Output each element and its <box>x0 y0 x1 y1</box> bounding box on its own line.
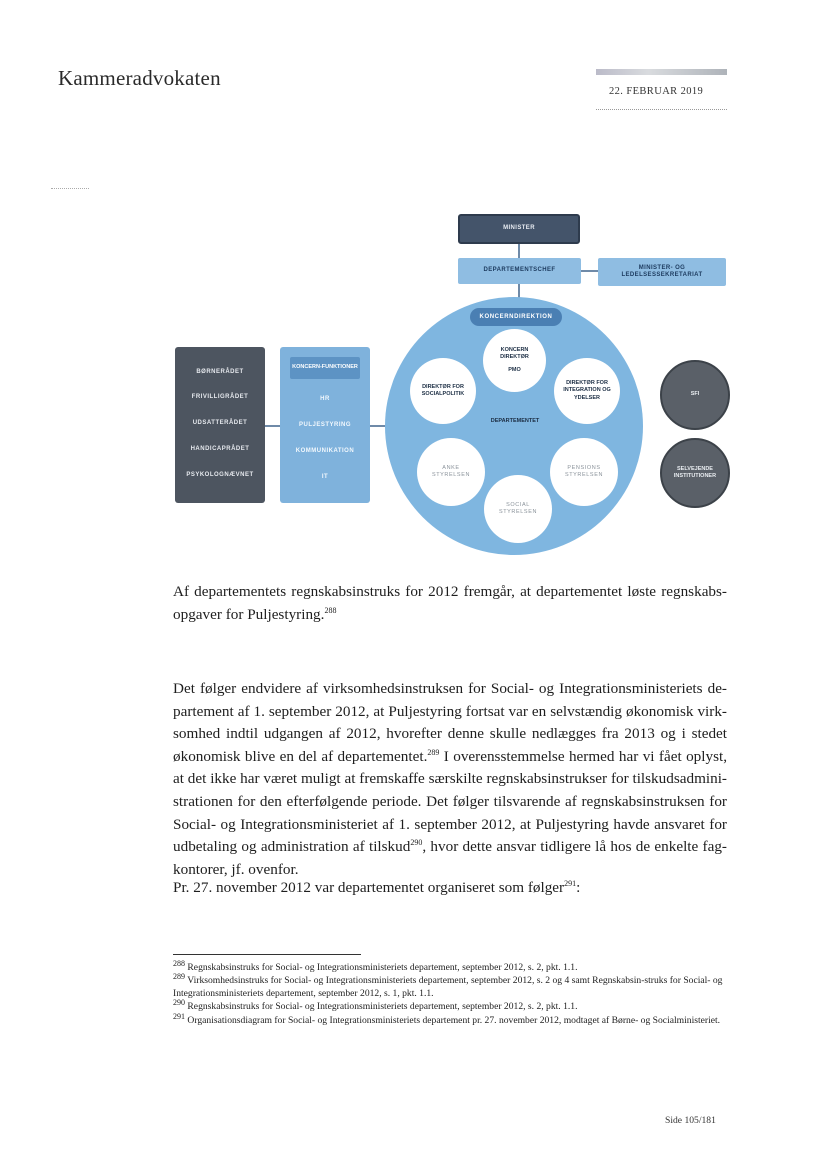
socialstyrelsen-circle <box>484 475 552 543</box>
direktor-integration-label: DIREKTØR FOR INTEGRATION OG YDELSER <box>563 380 611 401</box>
ankestyrelsen-circle <box>417 438 485 506</box>
koncernfunktion-item: HR <box>320 396 330 402</box>
footnote-text: Regnskabsinstruks for Social- og Integrationsministeriets departement, september 2012, s. 2, pkt. 1.1. <box>187 1001 578 1012</box>
footnote <box>173 997 727 1014</box>
departementschef-box: DEPARTEMENTSCHEF <box>458 258 581 284</box>
footnote-number: 291 <box>173 1011 185 1021</box>
sfi-circle <box>660 360 730 430</box>
sfi-label: SFI <box>690 391 700 398</box>
koncern-direktor-circle <box>483 329 546 392</box>
footnote-ref: 290 <box>410 838 423 848</box>
footnote-ref: 289 <box>427 747 440 757</box>
paragraph <box>173 581 727 626</box>
footnote-ref: 288 <box>324 605 337 615</box>
connector-line <box>265 425 280 427</box>
footnote-number: 288 <box>173 958 185 968</box>
footnote-number: 289 <box>173 971 185 981</box>
footnote-divider <box>173 954 361 955</box>
minister-box: MINISTER <box>458 214 580 244</box>
raad-item: PSYKOLOGNÆVNET <box>186 472 254 478</box>
koncern-direktor-label: KONCERN DIREKTØR <box>500 346 529 360</box>
footnote-ref: 291 <box>564 878 577 888</box>
selvejende-circle <box>660 438 730 508</box>
direktor-socialpolitik-label: DIREKTØR FOR SOCIALPOLITIK <box>421 383 465 397</box>
paragraph <box>173 678 727 881</box>
koncernfunktion-item: IT <box>321 474 329 480</box>
pmo-label: PMO <box>508 367 521 374</box>
raad-item: UDSATTERÅDET <box>192 420 248 426</box>
koncernfunktioner-title: KONCERN-FUNKTIONER <box>290 357 360 379</box>
departementet-label: DEPARTEMENTET <box>490 418 540 424</box>
koncernfunktion-item: KOMMUNIKATION <box>295 448 355 454</box>
footnote <box>173 971 727 1000</box>
koncernfunktion-item: PULJESTYRING <box>298 422 351 428</box>
pensionsstyrelsen-label: PENSIONS STYRELSEN <box>564 464 604 478</box>
footnote <box>173 1011 727 1028</box>
raad-item: BØRNERÅDET <box>196 369 244 375</box>
paragraph-text: Af departementets regnskabsinstruks for 2012 fremgår, at departementet løste regnskabs-opgaver for Puljestyring. <box>173 583 727 623</box>
raad-item: HANDICAPRÅDET <box>190 446 250 452</box>
page-number: Side 105/181 <box>665 1115 716 1126</box>
raad-item: FRIVILLIGRÅDET <box>191 394 249 400</box>
koncernfunktioner-column <box>280 347 370 503</box>
selvejende-label: SELVEJENDE INSTITUTIONER <box>673 465 717 479</box>
footnote <box>173 958 727 975</box>
footnote-text: Organisationsdiagram for Social- og Integrationsministeriets departement pr. 27. november 2012, modtaget af Børne- og Socialministeriet. <box>187 1015 721 1026</box>
footnote-number: 290 <box>173 997 185 1007</box>
connector-line <box>581 270 598 272</box>
direktor-socialpolitik-circle <box>410 358 476 424</box>
paragraph-text: , hvor dette ansvar tidligere lå hos de enkelte fag-kontorer, jf. ovenfor. <box>173 838 727 878</box>
ankestyrelsen-label: ANKE STYRELSEN <box>431 464 471 478</box>
paragraph <box>173 877 727 900</box>
brand-name: Kammeradvokaten <box>58 66 221 90</box>
paragraph-text: Det følger endvidere af virksomhedsinstruksen for Social- og Integrationsministeriets de-partement af 1. september 2012, at Puljestyring fortsat var en selvstændig økonomisk virk-somhed indtil udgangen af 2012, hvorefter denne skulle nedlægges fra 2013 og i stedet økonomisk blive en del af departementet. <box>173 680 727 765</box>
koncerndirektion-label: KONCERNDIREKTION <box>470 308 562 326</box>
paragraph-text: Pr. 27. november 2012 var departementet organiseret som følger <box>173 879 565 896</box>
paragraph-text: I overensstemmelse hermed har vi fået oplyst, at det ikke har været muligt at fremskaffe særskilte regnskabsinstrukser for tilskudsadmini-strationen for den efterfølgende periode. Det følger tilsvarende af regnskabsinstruksen for Social- og Integrationsministeriet af 1. september 2012, at Puljestyring havde ansvaret for udbetaling og administration af tilskud <box>173 747 727 856</box>
socialstyrelsen-label: SOCIAL STYRELSEN <box>498 501 538 515</box>
footnote-text: Regnskabsinstruks for Social- og Integrationsministeriets departement, september 2012, s. 2, pkt. 1.1. <box>187 962 578 973</box>
direktor-integration-circle <box>554 358 620 424</box>
document-date: 22. FEBRUAR 2019 <box>609 86 704 97</box>
paragraph-text: : <box>576 879 581 896</box>
pensionsstyrelsen-circle <box>550 438 618 506</box>
footnote-text: Virksomhedsinstruks for Social- og Integrationsministeriets departement, september 2012, s. 2 og 4 samt Regnskabsin-struks for Social- og Integrationsministeriets departement, september 2012, s. 1, pkt. 1.1. <box>173 975 723 999</box>
minister-sekretariat-box: MINISTER- OG LEDELSESSEKRETARIAT <box>598 258 726 286</box>
raad-column <box>175 347 265 503</box>
connector-line <box>518 244 520 258</box>
